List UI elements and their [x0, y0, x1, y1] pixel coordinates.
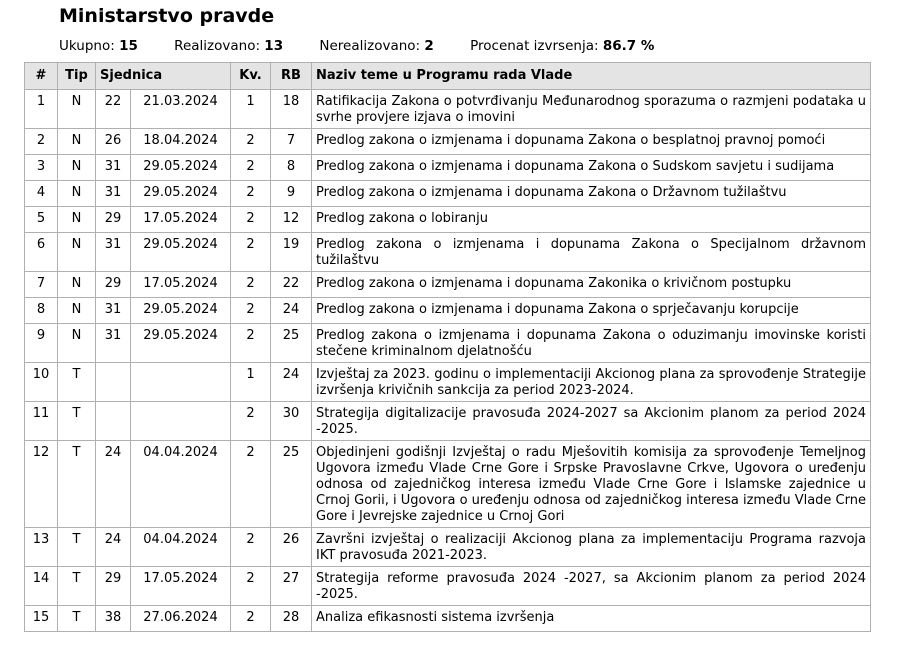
cell-number: 13 — [25, 528, 58, 567]
summary-realized-value: 13 — [264, 38, 284, 54]
cell-number: 3 — [25, 155, 58, 181]
cell-session-number: 29 — [96, 272, 131, 298]
cell-quarter: 2 — [231, 155, 271, 181]
cell-session-date: 27.06.2024 — [131, 606, 231, 632]
cell-session-date: 29.05.2024 — [131, 155, 231, 181]
table-row — [25, 441, 871, 528]
summary-unrealized-label: Nerealizovano: — [319, 38, 421, 54]
column-header-num: # — [25, 63, 58, 90]
cell-number: 1 — [25, 90, 58, 129]
cell-rb: 18 — [271, 90, 312, 129]
cell-topic: Strategija reforme pravosuđa 2024 -2027, sa Akcionim planom za period 2024 -2025. — [312, 567, 871, 606]
cell-quarter: 2 — [231, 272, 271, 298]
cell-topic: Predlog zakona o izmjenama i dopunama Zakona o oduzimanju imovinske koristi stečene kriminalnom djelatnošću — [312, 324, 871, 363]
table-row — [25, 298, 871, 324]
cell-topic: Predlog zakona o izmjenama i dopunama Zakona o besplatnoj pravnoj pomoći — [312, 129, 871, 155]
cell-topic: Predlog zakona o izmjenama i dopunama Zakona o Sudskom savjetu i sudijama — [312, 155, 871, 181]
cell-session-number: 29 — [96, 207, 131, 233]
cell-type: N — [58, 129, 96, 155]
cell-session-date — [131, 402, 231, 441]
cell-quarter: 2 — [231, 528, 271, 567]
cell-topic: Predlog zakona o izmjenama i dopunama Zakonika o krivičnom postupku — [312, 272, 871, 298]
page-title: Ministarstvo pravde — [59, 5, 275, 27]
summary-unrealized-value: 2 — [424, 38, 434, 54]
table-row — [25, 233, 871, 272]
cell-session-date — [131, 363, 231, 402]
cell-topic: Ratifikacija Zakona o potvrđivanju Međunarodnog sporazuma o razmjeni podataka u svrhe provjere izjava o imovini — [312, 90, 871, 129]
cell-rb: 9 — [271, 181, 312, 207]
cell-number: 5 — [25, 207, 58, 233]
table-row — [25, 528, 871, 567]
summary-percent-value: 86.7 % — [602, 38, 655, 54]
cell-rb: 24 — [271, 363, 312, 402]
table-row — [25, 272, 871, 298]
column-header-tip: Tip — [58, 63, 96, 90]
cell-type: N — [58, 155, 96, 181]
cell-number: 11 — [25, 402, 58, 441]
cell-rb: 19 — [271, 233, 312, 272]
table-row — [25, 181, 871, 207]
cell-type: N — [58, 181, 96, 207]
cell-type: T — [58, 363, 96, 402]
cell-session-date: 04.04.2024 — [131, 441, 231, 528]
cell-number: 12 — [25, 441, 58, 528]
cell-quarter: 2 — [231, 324, 271, 363]
cell-session-number: 31 — [96, 233, 131, 272]
column-header-kv: Kv. — [231, 63, 271, 90]
cell-rb: 27 — [271, 567, 312, 606]
cell-topic: Predlog zakona o lobiranju — [312, 207, 871, 233]
cell-quarter: 2 — [231, 402, 271, 441]
cell-number: 6 — [25, 233, 58, 272]
cell-quarter: 2 — [231, 441, 271, 528]
cell-session-number: 31 — [96, 155, 131, 181]
cell-type: T — [58, 567, 96, 606]
cell-session-number: 24 — [96, 441, 131, 528]
cell-session-date: 29.05.2024 — [131, 298, 231, 324]
cell-number: 4 — [25, 181, 58, 207]
cell-type: T — [58, 441, 96, 528]
cell-session-number: 31 — [96, 324, 131, 363]
cell-rb: 22 — [271, 272, 312, 298]
cell-session-date: 17.05.2024 — [131, 567, 231, 606]
cell-rb: 30 — [271, 402, 312, 441]
cell-session-date: 04.04.2024 — [131, 528, 231, 567]
cell-session-number: 24 — [96, 528, 131, 567]
summary-realized-label: Realizovano: — [174, 38, 260, 54]
cell-session-date: 17.05.2024 — [131, 272, 231, 298]
cell-quarter: 2 — [231, 606, 271, 632]
cell-topic: Strategija digitalizacije pravosuđa 2024-2027 sa Akcionim planom za period 2024 -2025. — [312, 402, 871, 441]
cell-rb: 25 — [271, 324, 312, 363]
cell-rb: 7 — [271, 129, 312, 155]
cell-topic: Analiza efikasnosti sistema izvršenja — [312, 606, 871, 632]
table-row — [25, 129, 871, 155]
cell-rb: 28 — [271, 606, 312, 632]
cell-type: T — [58, 606, 96, 632]
cell-session-date: 29.05.2024 — [131, 233, 231, 272]
cell-rb: 8 — [271, 155, 312, 181]
summary-percent-label: Procenat izvrsenja: — [470, 38, 599, 54]
cell-quarter: 1 — [231, 363, 271, 402]
summary-unrealized — [319, 38, 433, 54]
cell-session-number: 38 — [96, 606, 131, 632]
cell-rb: 25 — [271, 441, 312, 528]
cell-number: 14 — [25, 567, 58, 606]
cell-number: 2 — [25, 129, 58, 155]
cell-type: N — [58, 233, 96, 272]
cell-session-number: 26 — [96, 129, 131, 155]
cell-type: N — [58, 272, 96, 298]
table-row — [25, 606, 871, 632]
cell-quarter: 2 — [231, 207, 271, 233]
cell-type: N — [58, 324, 96, 363]
cell-session-date: 29.05.2024 — [131, 181, 231, 207]
cell-topic: Predlog zakona o izmjenama i dopunama Zakona o Državnom tužilaštvu — [312, 181, 871, 207]
table-row — [25, 402, 871, 441]
cell-rb: 24 — [271, 298, 312, 324]
cell-type: N — [58, 90, 96, 129]
cell-session-number: 31 — [96, 298, 131, 324]
cell-rb: 12 — [271, 207, 312, 233]
summary-total-value: 15 — [119, 38, 138, 54]
summary-realized — [174, 38, 283, 54]
column-header-rb: RB — [271, 63, 312, 90]
summary-bar — [59, 38, 654, 54]
cell-topic: Završni izvještaj o realizaciji Akcionog plana za implementaciju Programa razvoja IKT pravosuđa 2021-2023. — [312, 528, 871, 567]
cell-quarter: 2 — [231, 567, 271, 606]
cell-quarter: 1 — [231, 90, 271, 129]
cell-quarter: 2 — [231, 181, 271, 207]
table-row — [25, 363, 871, 402]
cell-session-date: 29.05.2024 — [131, 324, 231, 363]
cell-session-number — [96, 402, 131, 441]
cell-type: T — [58, 402, 96, 441]
column-header-naziv: Naziv teme u Programu rada Vlade — [312, 63, 871, 90]
cell-type: N — [58, 207, 96, 233]
cell-session-number: 31 — [96, 181, 131, 207]
cell-topic: Predlog zakona o izmjenama i dopunama Zakona o Specijalnom državnom tužilaštvu — [312, 233, 871, 272]
topics-table — [24, 62, 871, 632]
cell-type: T — [58, 528, 96, 567]
table-row — [25, 207, 871, 233]
table-header-row — [25, 63, 871, 90]
cell-number: 7 — [25, 272, 58, 298]
table-row — [25, 155, 871, 181]
cell-quarter: 2 — [231, 233, 271, 272]
cell-rb: 26 — [271, 528, 312, 567]
table-row — [25, 567, 871, 606]
cell-topic: Izvještaj za 2023. godinu o implementaciji Akcionog plana za sprovođenje Strategije izvršenja krivičnih sankcija za period 2023-2024. — [312, 363, 871, 402]
summary-percent — [470, 38, 654, 54]
cell-session-date: 21.03.2024 — [131, 90, 231, 129]
cell-session-number: 29 — [96, 567, 131, 606]
table-row — [25, 90, 871, 129]
cell-number: 9 — [25, 324, 58, 363]
cell-session-date: 17.05.2024 — [131, 207, 231, 233]
cell-session-date: 18.04.2024 — [131, 129, 231, 155]
cell-quarter: 2 — [231, 129, 271, 155]
cell-session-number: 22 — [96, 90, 131, 129]
cell-number: 8 — [25, 298, 58, 324]
cell-session-number — [96, 363, 131, 402]
table-row — [25, 324, 871, 363]
cell-number: 10 — [25, 363, 58, 402]
column-header-sjednica: Sjednica — [96, 63, 231, 90]
cell-type: N — [58, 298, 96, 324]
cell-number: 15 — [25, 606, 58, 632]
summary-total-label: Ukupno: — [59, 38, 115, 54]
cell-topic: Objedinjeni godišnji Izvještaj o radu Mješovitih komisija za sprovođenje Temeljnog Ugovora između Vlade Crne Gore i Srpske Pravoslavne Crkve, Ugovora o uređenju odnosa od zajedničkog interesa između Vlade Crne Gore i Islamske zajednice u Crnoj Gorii, i Ugovora o uređenju odnosa od zajedničkog interesa između Vlade Crne Gore i Jevrejske zajednice u Crnoj Gori — [312, 441, 871, 528]
cell-topic: Predlog zakona o izmjenama i dopunama Zakona o sprječavanju korupcije — [312, 298, 871, 324]
summary-total — [59, 38, 138, 54]
cell-quarter: 2 — [231, 298, 271, 324]
